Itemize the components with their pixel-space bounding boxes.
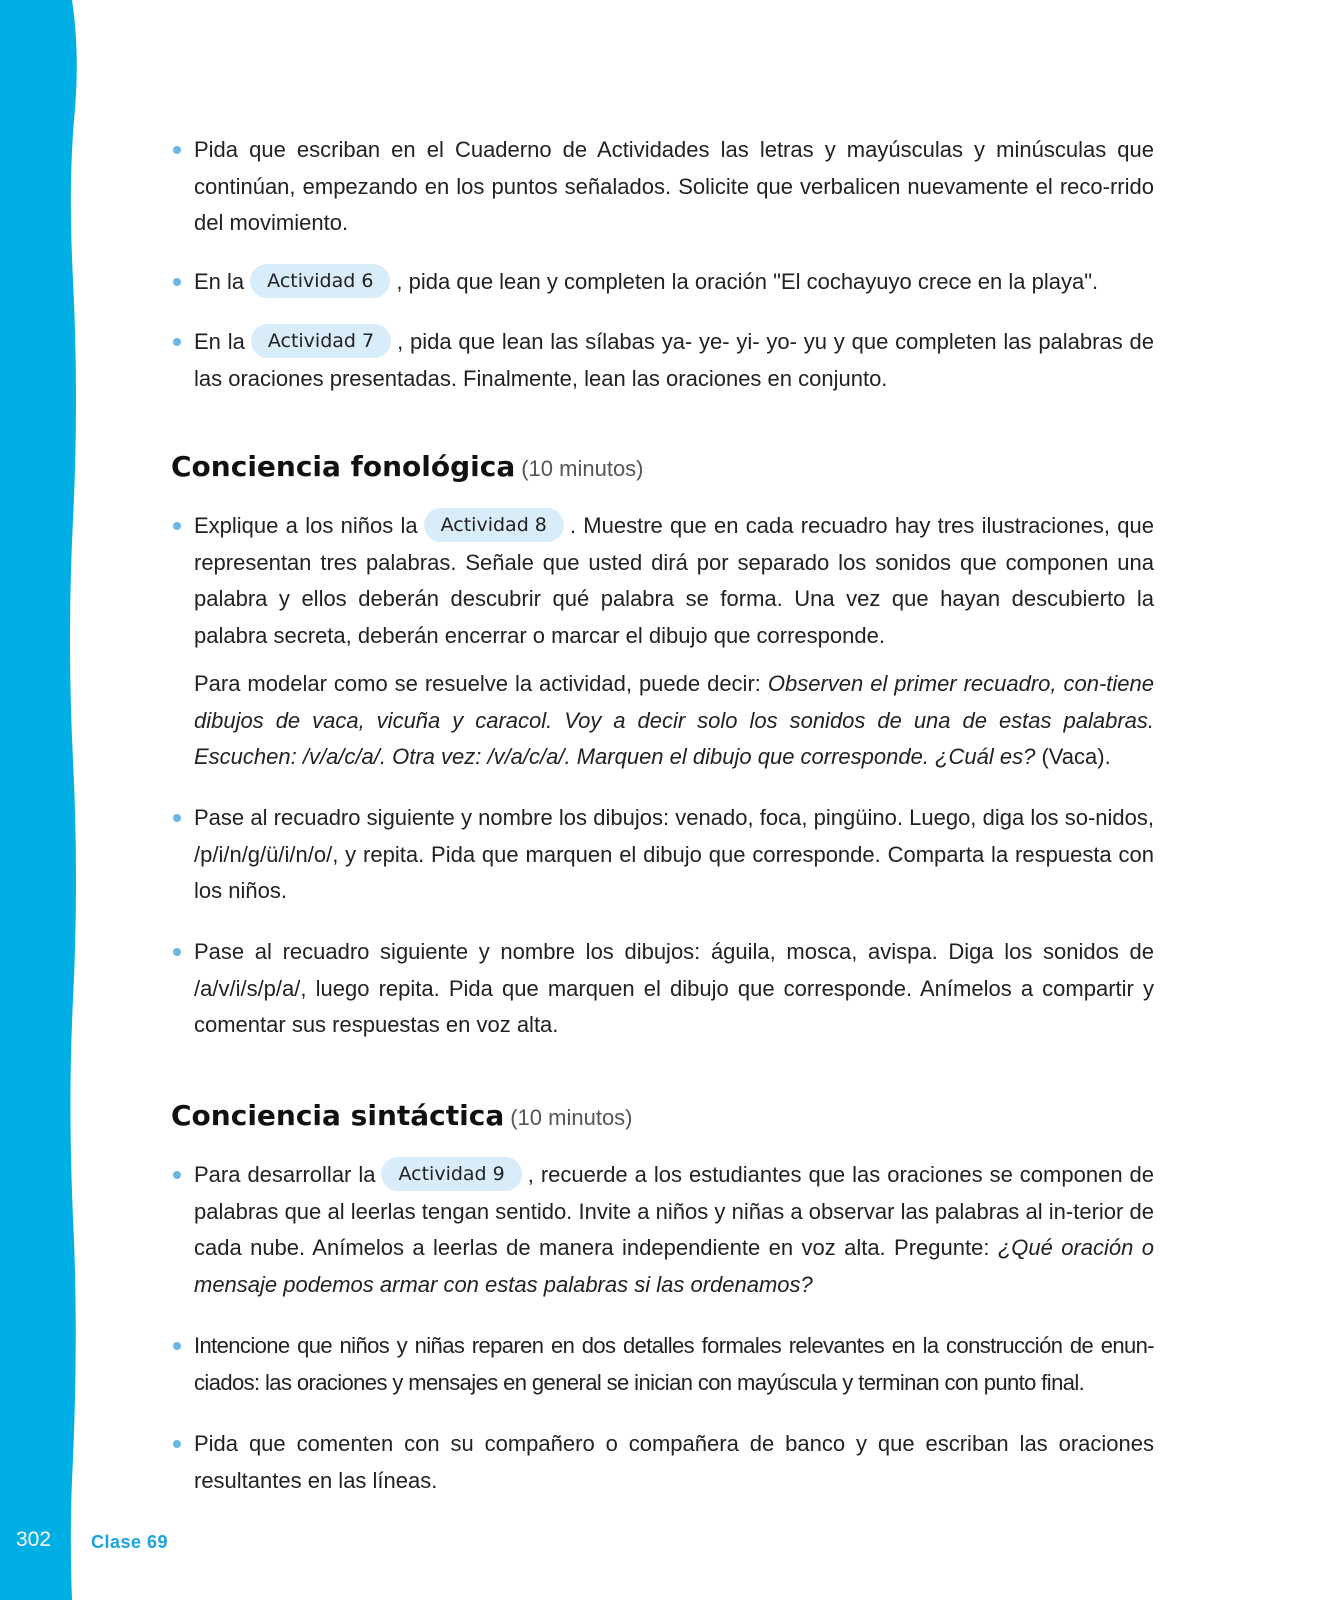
section-heading-sintactica — [171, 1099, 633, 1132]
bullet-text-italic: ¿Qué oración o mensaje podemos armar con estas palabras si las ordenamos? — [194, 1235, 1154, 1297]
model-text-italic: Observen el primer recuadro, con-tiene dibujos de vaca, vicuña y caracol. Voy a decir solo los sonidos de una de estas palabras. Escuchen: /v/a/c/a/. Otra vez: /v/a/c/a/. Marquen el dibujo que corresponde. ¿Cuál es? — [194, 671, 1154, 769]
bullet-dot — [173, 338, 181, 346]
bullet-text: Pase al recuadro siguiente y nombre los dibujos: venado, foca, pingüino. Luego, diga los so-nidos, /p/i/n/g/ü/i/n/o/, y repita. Pida que marquen el dibujo que corresponde. Comparta la respuesta con los niños. — [194, 805, 1154, 903]
model-paragraph — [194, 666, 1154, 776]
activity-7-badge: Actividad 7 — [251, 324, 391, 358]
model-text-post: (Vaca). — [1035, 744, 1111, 769]
bullet-item-escriban — [194, 132, 1154, 242]
bullet-text-pre: En la — [194, 269, 245, 294]
bullet-text-post: , pida que lean las sílabas ya- ye- yi- yo- yu y que completen las palabras de las oraciones presentadas. Finalmente, lean las oraciones en conjunto. — [194, 329, 1154, 391]
bullet-text: Pida que escriban en el Cuaderno de Actividades las letras y mayúsculas y minúsculas que continúan, empezando en los puntos señalados. Solicite que verbalicen nuevamente el reco-rrido del movimiento. — [194, 137, 1154, 235]
bullet-text: Intencione que niños y niñas reparen en dos detalles formales relevantes en la construcción de enun-ciados: las oraciones y mensajes en general se inician con mayúscula y terminan con punto final. — [194, 1333, 1154, 1395]
bullet-dot — [173, 1440, 181, 1448]
bullet-text-pre: Para desarrollar la — [194, 1162, 376, 1187]
side-band — [0, 0, 80, 1600]
bullet-item-comenten — [194, 1426, 1154, 1499]
bullet-dot — [173, 1342, 181, 1350]
bullet-text-post: . Muestre que en cada recuadro hay tres ilustraciones, que representan tres palabras. Señale que usted dirá por separado los sonidos que componen una palabra y ellos deberán descubrir qué palabra se forma. Una vez que hayan descubierto la palabra secreta, deberán encerrar o marcar el dibujo que corresponde. — [194, 513, 1155, 648]
bullet-dot — [173, 814, 181, 822]
bullet-dot — [173, 522, 181, 530]
section-title: Conciencia sintáctica — [171, 1099, 505, 1132]
bullet-text: Pase al recuadro siguiente y nombre los dibujos: águila, mosca, avispa. Diga los sonidos de /a/v/i/s/p/a/, luego repita. Pida que marquen el dibujo que corresponde. Anímelos a compartir y comentar sus respuestas en voz alta. — [194, 939, 1154, 1037]
bullet-text-post: , recuerde a los estudiantes que las oraciones se componen de palabras que al leerlas tengan sentido. Invite a niños y niñas a observar las palabras al in-terior de cada nube. Anímelos a leerlas de manera independiente en voz alta. Pregunte: — [194, 1162, 1154, 1260]
page-number: 302 — [16, 1528, 52, 1551]
bullet-item-intencione — [194, 1328, 1154, 1401]
bullet-dot — [173, 278, 181, 286]
activity-9-badge: Actividad 9 — [381, 1157, 521, 1191]
activity-8-badge: Actividad 8 — [424, 508, 564, 542]
section-duration: (10 minutos) — [521, 456, 644, 481]
model-text-pre: Para modelar como se resuelve la actividad, puede decir: — [194, 671, 768, 696]
bullet-dot — [173, 1171, 181, 1179]
bullet-text-pre: Explique a los niños la — [194, 513, 418, 538]
section-heading-fonologica — [171, 450, 644, 483]
bullet-item-avispa — [194, 934, 1154, 1044]
bullet-dot — [173, 948, 181, 956]
bullet-dot — [173, 146, 181, 154]
bullet-item-actividad-7 — [194, 324, 1154, 397]
bullet-text-pre: En la — [194, 329, 245, 354]
bullet-item-actividad-6 — [194, 264, 1154, 301]
bullet-text-post: , pida que lean y completen la oración "El cochayuyo crece en la playa". — [396, 269, 1099, 294]
activity-6-badge: Actividad 6 — [250, 264, 390, 298]
bullet-item-actividad-9 — [194, 1157, 1154, 1303]
section-title: Conciencia fonológica — [171, 450, 516, 483]
section-duration: (10 minutos) — [510, 1105, 633, 1130]
bullet-text: Pida que comenten con su compañero o compañera de banco y que escriban las oraciones resultantes en las líneas. — [194, 1431, 1154, 1493]
class-label: Clase 69 — [91, 1532, 169, 1552]
bullet-item-actividad-8 — [194, 508, 1154, 654]
bullet-item-pinguino — [194, 800, 1154, 910]
